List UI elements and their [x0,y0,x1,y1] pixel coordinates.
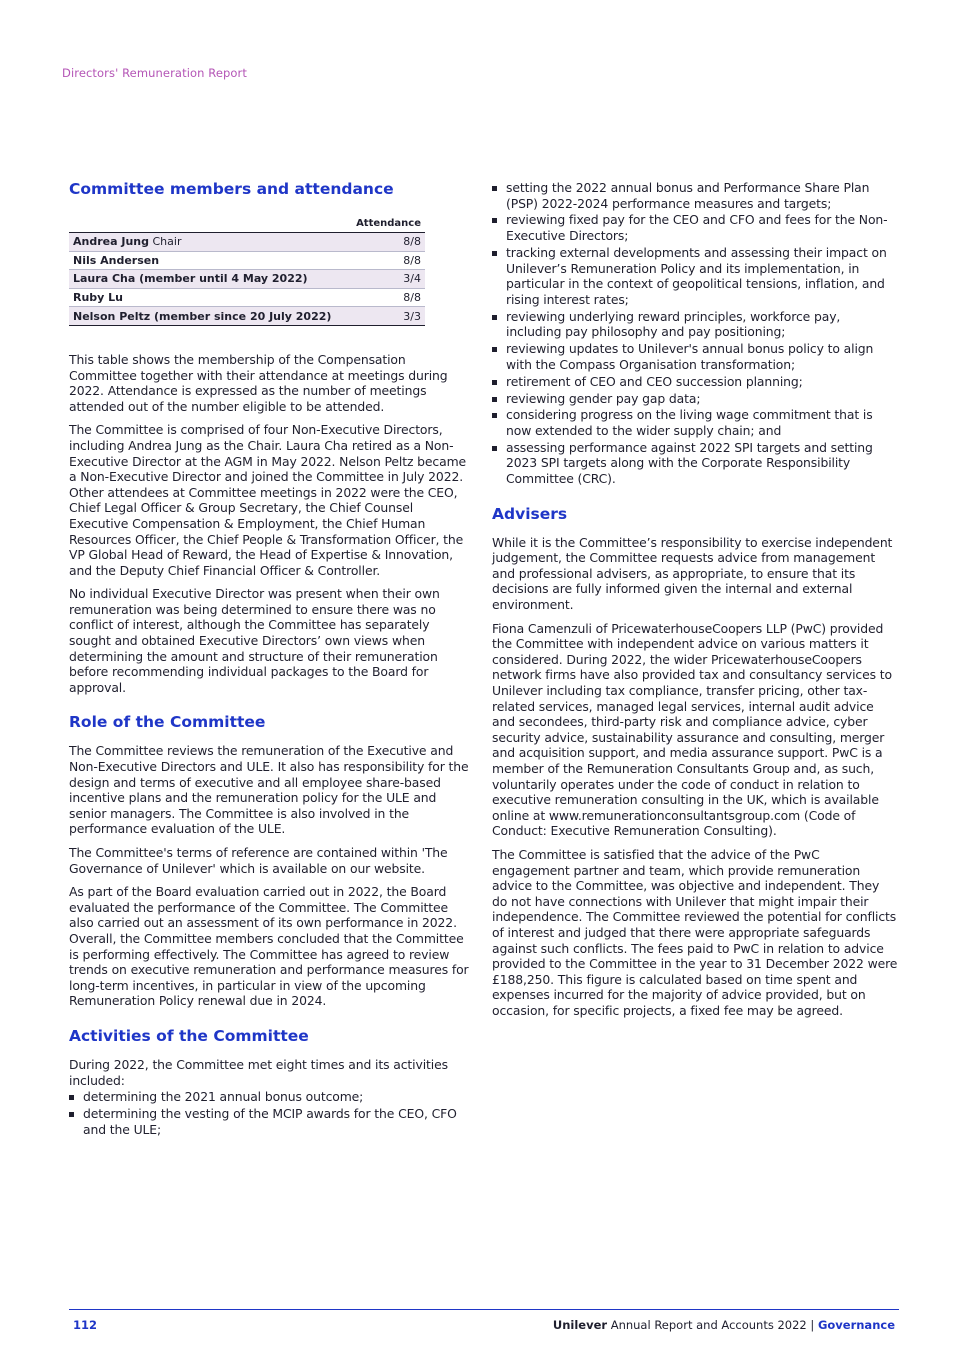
member-name: Laura Cha (member until 4 May 2022) [73,272,308,286]
footer-report-title [553,1318,895,1332]
table-row [69,252,425,271]
list-item: retirement of CEO and CEO succession planning; [492,374,898,390]
list-item: reviewing gender pay gap data; [492,391,898,407]
member-name: Ruby Lu [73,291,124,305]
attendance-value: 8/8 [403,235,421,249]
member-cell [73,291,123,304]
member-cell [73,272,308,285]
list-item: reviewing updates to Unilever's annual bonus policy to align with the Compass Organisation transformation; [492,341,898,372]
member-cell [73,310,331,323]
list-item: setting the 2022 annual bonus and Performance Share Plan (PSP) 2022-2024 performance measures and targets; [492,180,898,211]
attendance-column-header: Attendance [69,218,425,233]
member-name: Nils Andersen [73,253,160,267]
member-cell [73,254,159,267]
attendance-value: 8/8 [403,291,421,305]
role-paragraph-2: The Committee's terms of reference are contained within 'The Governance of Unilever' which is available on our website. [69,845,448,876]
right-column [492,180,898,1026]
attendance-heading: Committee members and attendance [69,180,394,198]
footer-company: Unilever [552,1318,608,1332]
advisers-paragraph-1: While it is the Committee’s responsibility to exercise independent judgement, the Committee requests advice from management and professional advisers, as appropriate, to ensure that its decisions are fully informed given the internal and external environment. [492,534,893,613]
advisers-heading: Advisers [492,504,568,523]
left-column [69,178,475,1145]
attendance-value: 8/8 [403,253,421,267]
table-row [69,270,425,289]
advisers-paragraph-3: The Committee is satisfied that the advice of the PwC engagement partner and team, which provide remuneration advice to the Committee, was objective and independent. They do not have connections with Unilever that might impair their independence. The Committee reviewed the potential for conflicts of interest and judged that there were appropriate safeguards against such conflicts. The fees paid to PwC in relation to advice provided to the Committee in the year to 31 December 2022 were £188,250. This figure is calculated based on time spent and expenses incurred for the majority of advice provided, but on occasion, for specific projects, a fixed fee may be agreed. [492,846,898,1018]
page-number: 112 [73,1318,98,1332]
list-item: reviewing fixed pay for the CEO and CFO and fees for the Non-Executive Directors; [492,212,898,243]
footer-section: Governance [817,1318,895,1332]
member-name: Nelson Peltz (member since 20 July 2022) [73,309,332,323]
footer-divider [69,1309,899,1310]
activities-list-left [69,1089,475,1137]
table-row [69,233,425,252]
attendance-rows [69,233,425,326]
attendance-paragraph-1: This table shows the membership of the Compensation Committee together with their attendance at meetings during 2022. Attendance is expressed as the number of meetings attended out of the number eligible to be attended. [69,351,448,414]
role-heading: Role of the Committee [69,713,266,732]
attendance-paragraph-2: The Committee is comprised of four Non-Executive Directors, including Andrea Jung as the Chair. Laura Cha retired as a Non-Executive Director at the AGM in May 2022. Nelson Peltz became a Non-Executive Director and joined the Committee in July 2022. Other attendees at Committee meetings in 2022 were the CEO, Chief Legal Officer & Group Secretary, the Chief Counsel Executive Compensation & Employment, the Chief Human Resources Officer, the Chief People & Transformation Officer, the VP Global Head of Reward, the Head of Expertise & Innovation, and the Deputy Chief Financial Officer & Controller. [69,422,467,578]
advisers-paragraph-2: Fiona Camenzuli of PricewaterhouseCoopers LLP (PwC) provided the Committee with independent advice on various matters it considered. During 2022, the wider PricewaterhouseCoopers network firms have also provided tax and consultancy services to Unilever including tax compliance, transfer pricing, other tax-related services, managed legal services, internal audit advice and secondees, third-party risk and compliance advice, cyber security advice, sustainability assurance and consulting, merger and acquisition support, and media assurance support. PwC is a member of the Remuneration Consultants Group and, as such, voluntarily operates under the code of conduct in relation to executive remuneration consulting in the UK, which is available online at www.remunerationconsultantsgroup.com (Code of Conduct: Executive Remuneration Consulting). [492,620,892,839]
list-item: reviewing underlying reward principles, workforce pay, including pay philosophy and pay positioning; [492,309,898,340]
list-item: tracking external developments and assessing their impact on Unilever’s Remuneration Policy and its implementation, in particular in the context of geopolitical tensions, inflation, and rising interest rates; [492,245,898,307]
attendance-table [69,218,425,326]
running-header: Directors' Remuneration Report [62,66,247,80]
list-item: determining the 2021 annual bonus outcome; [69,1089,475,1105]
member-role: Chair [149,235,182,249]
attendance-value: 3/4 [403,272,421,286]
role-paragraph-3: As part of the Board evaluation carried out in 2022, the Board evaluated the performance of the Committee. The Committee also carried out an assessment of its own performance in 2022. Overall, the Committee members concluded that the Committee is performing effectively. The Committee has agreed to review trends on executive remuneration and performance measures for long-term incentives, in particular in view of the upcoming Remuneration Policy renewal due in 2024. [69,884,469,1009]
list-item: considering progress on the living wage commitment that is now extended to the wider supply chain; and [492,407,898,438]
list-item: determining the vesting of the MCIP awards for the CEO, CFO and the ULE; [69,1106,475,1137]
footer-report: Annual Report and Accounts 2022 | [607,1318,818,1332]
member-cell [73,235,181,248]
attendance-paragraph-3: No individual Executive Director was present when their own remuneration was being determined to ensure there was no conflict of interest, although the Committee has separately sought and obtained Executive Directors’ own views when determining the amount and structure of their remuneration before recommending individual packages to the Board for approval. [69,586,440,695]
activities-list-right [492,180,898,487]
member-name: Andrea Jung [73,235,149,249]
activities-heading: Activities of the Committee [69,1026,309,1045]
list-item: assessing performance against 2022 SPI targets and setting 2023 SPI targets along with the Corporate Responsibility Committee (CRC). [492,440,898,487]
activities-intro: During 2022, the Committee met eight times and its activities included: [69,1056,448,1088]
role-paragraph-1: The Committee reviews the remuneration of the Executive and Non-Executive Directors and ULE. It also has responsibility for the design and terms of executive and all employee share-based incentive plans and the remuneration policy for the ULE and senior managers. The Committee is also involved in the performance evaluation of the ULE. [69,743,469,837]
attendance-value: 3/3 [403,309,421,323]
table-row [69,307,425,326]
table-row [69,289,425,308]
